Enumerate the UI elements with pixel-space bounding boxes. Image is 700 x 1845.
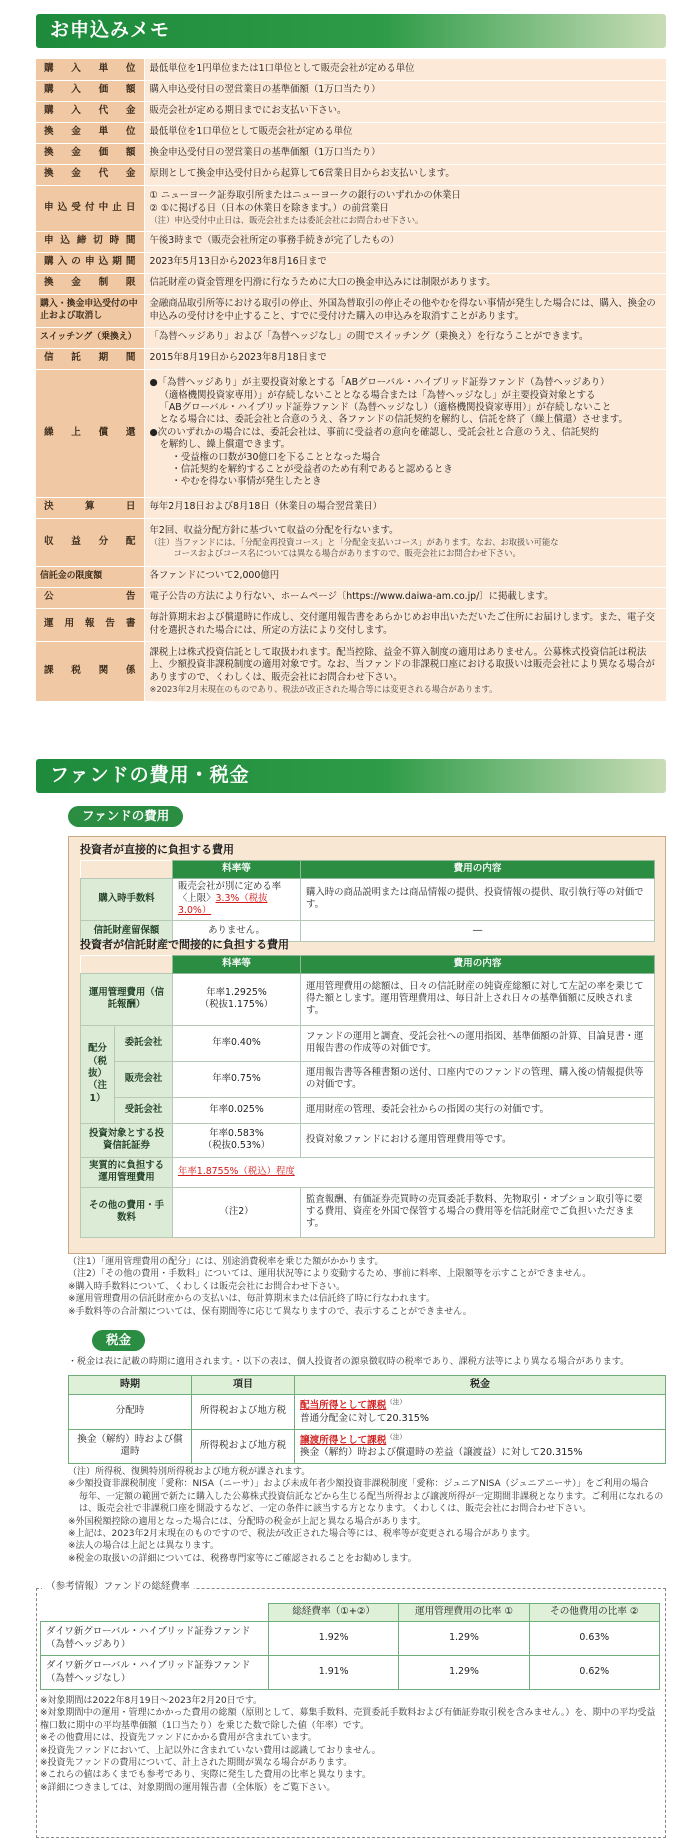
mgmt-rate-value: 年率1.2925%	[206, 986, 267, 998]
table-row	[81, 1061, 655, 1097]
fund-name-line: （為替ヘッジあり）	[46, 1638, 131, 1650]
tax-table	[68, 1375, 666, 1464]
memo-key: 信託金の限度額	[36, 566, 144, 587]
fee-note: ※手数料等の合計額については、保有期間等に応じて異なりますので、表示することができません。	[68, 1306, 472, 1317]
memo-value: 毎計算期末および償還時に作成し、交付運用報告書をあらかじめお申出いただいたご住所にお届けします。また、電子交付を選択された場合には、所定の方法により交付します。	[144, 608, 666, 641]
tax-item: 所得税および地方税	[192, 1395, 295, 1430]
tax-detail	[295, 1429, 666, 1464]
memo-key: 信託期間	[36, 348, 144, 369]
early-sub: ・やむを得ない事情が発生したとき	[171, 476, 322, 488]
tax-pill	[92, 1330, 145, 1351]
direct-title: 投資者が直接的に負担する費用	[80, 843, 234, 856]
target-content: 投資対象ファンドにおける運用管理費用等です。	[301, 1123, 655, 1157]
alloc-content: 運用財産の管理、委託会社からの指図の実行の対価です。	[301, 1097, 655, 1123]
reference-note: ※対象期間中の運用・管理にかかった費用の総額（原則として、募集手数料、売買委託手数料および有価証券取引税を含みません。）を、期中の平均受益権口数に期中の平均基準価額（1口当たり）を乗じた数で除した値（年率）です。	[40, 1708, 656, 1731]
table-row	[41, 1656, 660, 1690]
fees-pill	[68, 806, 183, 827]
fee-notes	[68, 1256, 668, 1318]
target-label: 投資対象とする投資信託証券	[81, 1123, 173, 1157]
memo-key: 購入・換金申込受付の中止および取消し	[36, 294, 144, 327]
target-rate-net: （税抜0.53%）	[202, 1140, 271, 1152]
reference-note: ※これらの値はあくまでも参考であり、実際に発生した費用の比率と異なります。	[40, 1770, 371, 1781]
total-ratio: 1.91%	[269, 1656, 399, 1690]
table-row	[81, 1157, 655, 1187]
header-time: 時期	[69, 1376, 192, 1395]
alloc-rate: 年率0.40%	[173, 1025, 301, 1061]
alloc-rate: 年率0.025%	[173, 1097, 301, 1123]
actual-rate: 年率1.8755%（税込）程度	[178, 1165, 295, 1177]
table-row	[69, 1429, 666, 1464]
tax-notes	[68, 1466, 668, 1565]
table-header	[69, 1376, 666, 1395]
memo-key: 収益分配	[36, 518, 144, 566]
memo-row	[36, 122, 666, 143]
buy-fee-cap-value: 3.3%（税抜3.0%）	[178, 893, 268, 917]
memo-value	[144, 369, 666, 497]
fees-banner	[36, 759, 666, 793]
memo-row	[36, 566, 666, 587]
memo-value	[144, 185, 666, 231]
table-row	[81, 1123, 655, 1157]
fund-name-line: （為替ヘッジなし）	[46, 1672, 131, 1684]
suspension-line: ② ①に掲げる日（日本の休業日を除きます。）の前営業日	[149, 202, 389, 214]
memo-key: 決算日	[36, 497, 144, 518]
memo-value: 各ファンドについて2,000億円	[144, 566, 666, 587]
other-ratio: 0.62%	[529, 1656, 659, 1690]
memo-key: 課税関係	[36, 641, 144, 701]
fund-name-line: ダイワ新グローバル・ハイブリッド証券ファンド	[46, 1660, 251, 1672]
tax-rate-text: 換金（解約）時および償還時の差益（譲渡益）に対して20.315%	[300, 1447, 583, 1459]
memo-row	[36, 497, 666, 518]
memo-value: 最低単位を1円単位または1口単位として販売会社が定める単位	[144, 59, 666, 80]
suspension-note: （注）申込受付中止日は、販売会社または委託会社にお問合わせ下さい。	[149, 214, 424, 225]
table-row	[81, 973, 655, 1025]
memo-key: 申込受付中止日	[36, 185, 144, 231]
reserve-label: 信託財産留保額	[81, 920, 173, 941]
reference-notes	[40, 1695, 660, 1794]
memo-banner	[36, 14, 666, 48]
tax-pill-label: 税金	[106, 1332, 132, 1347]
fund-name	[41, 1656, 269, 1690]
memo-value: 2023年5月13日から2023年8月16日まで	[144, 252, 666, 273]
memo-row	[36, 327, 666, 348]
alloc-content: ファンドの運用と調査、受託会社への運用指図、基準価額の計算、目論見書・運用報告書の作成等の対価です。	[301, 1025, 655, 1061]
tax-value: 課税上は株式投資信託として取扱われます。配当控除、益金不算入制度の適用はありません。公募株式投資信託は税法上、少額投資非課税制度の適用対象です。なお、当ファンドの非課税口座における取扱いは販売会社により異なる場合がありますので、くわしくは、販売会社にお問合わせ下さい。	[149, 646, 655, 683]
tax-note: 毎年、一定額の範囲で新たに購入した公募株式投資信託などから生じる配当所得および譲渡所得が一定期間非課税となります。ご利用になれるのは、販売会社で非課税口座を開設するなど、一定の条件に該当する方となります。くわしくは、販売会社にお問合わせ下さい。	[79, 1491, 664, 1515]
memo-row	[36, 80, 666, 101]
mgmt-label: 運用管理費用（信託報酬）	[81, 973, 173, 1025]
fee-note: ※運用管理費用の信託財産からの支払いは、毎計算期末または信託終了時に行なわれます。	[68, 1294, 435, 1305]
header-total: 総経費率（①+②）	[269, 1604, 399, 1622]
dist-note: コースおよびコース名については異なる場合がありますので、販売会社にお問合わせ下さい。	[173, 548, 521, 559]
memo-value: 原則として換金申込受付日から起算して6営業日目からお支払いします。	[144, 164, 666, 185]
tax-note: ※2023年2月末現在のものであり、税法が改正された場合等には変更される場合があります。	[149, 684, 498, 695]
memo-value: 午後3時まで（販売会社所定の事務手続きが完了したもの）	[144, 231, 666, 252]
memo-title: お申込みメモ	[50, 19, 171, 41]
memo-value: 購入申込受付日の翌営業日の基準価額（1万口当たり）	[144, 80, 666, 101]
header-rate: 料率等	[173, 956, 301, 974]
reference-note: ※投資先ファンドの費用について、計上された期間が異なる場合があります。	[40, 1758, 353, 1769]
table-header	[81, 956, 655, 974]
tax-note: ※税金の取扱いの詳細については、税務専門家等にご確認されることをお勧めします。	[68, 1553, 417, 1564]
early-sub: ・信託契約を解約することが受益者のため有利であると認めるとき	[171, 464, 453, 476]
alloc-rate: 年率0.75%	[173, 1061, 301, 1097]
memo-table	[36, 59, 666, 702]
memo-key: 申込締切時間	[36, 231, 144, 252]
alloc-content: 運用報告書等各種書類の送付、口座内でのファンドの管理、購入後の情報提供等の対価です。	[301, 1061, 655, 1097]
dist-value: 年2回、収益分配方針に基づいて収益の分配を行ないます。	[149, 524, 399, 536]
tax-note: ※上記は、2023年2月末現在のものですので、税法が改正された場合等には、税率等が変更される場合があります。	[68, 1529, 536, 1540]
memo-key: 購入の申込期間	[36, 252, 144, 273]
memo-value: 「為替ヘッジあり」および「為替ヘッジなし」の間でスイッチング（乗換え）を行なうことができます。	[144, 327, 666, 348]
table-row	[41, 1622, 660, 1656]
other-ratio: 0.63%	[529, 1622, 659, 1656]
memo-row	[36, 59, 666, 80]
direct-fee-table	[80, 860, 655, 942]
indirect-title: 投資者が信託財産で間接的に負担する費用	[80, 938, 289, 951]
tax-time: 分配時	[69, 1395, 192, 1430]
target-rate	[173, 1123, 301, 1157]
table-header	[81, 861, 655, 879]
fee-note: ※購入時手数料について、くわしくは販売会社にお問合わせ下さい。	[68, 1281, 346, 1292]
memo-row	[36, 348, 666, 369]
mgmt-content: 運用管理費用の総額は、日々の信託財産の純資産総額に対して左記の率を乗じて得た額とします。運用管理費用は、毎日計上され日々の基準価額に反映されます。	[301, 973, 655, 1025]
memo-row	[36, 608, 666, 641]
tax-intro: ・税金は表に記載の時期に適用されます。・以下の表は、個人投資者の源泉徴収時の税率であり、課税方法等により異なる場合があります。	[68, 1357, 630, 1367]
memo-key: 公告	[36, 587, 144, 608]
tax-detail	[295, 1395, 666, 1430]
alloc-label: 配分（税抜）（注1）	[81, 1025, 115, 1123]
fund-name-line: ダイワ新グローバル・ハイブリッド証券ファンド	[46, 1626, 251, 1638]
tax-time: 換金（解約）時および償還時	[69, 1429, 192, 1464]
tax-note: ※外国税額控除の適用となった場合には、分配時の税金が上記と異なる場合があります。	[68, 1516, 426, 1527]
other-rate: （注2）	[173, 1187, 301, 1237]
memo-value: 毎年2月18日および8月18日（休業日の場合翌営業日）	[144, 497, 666, 518]
total-ratio: 1.92%	[269, 1622, 399, 1656]
tax-note: ※法人の場合は上記とは異なります。	[68, 1541, 219, 1552]
buy-fee-rate	[173, 878, 301, 920]
memo-row	[36, 294, 666, 327]
tax-note: （注）所得税、復興特別所得税および地方税が課されます。	[68, 1467, 311, 1477]
mgmt-ratio: 1.29%	[399, 1656, 529, 1690]
table-header	[41, 1604, 660, 1622]
memo-key: 換金代金	[36, 164, 144, 185]
header-other: その他費用の比率 ②	[529, 1604, 659, 1622]
buy-fee-content: 購入時の商品説明または商品情報の提供、投資情報の提供、取引執行等の対価です。	[301, 878, 655, 920]
reference-note: ※対象期間は2022年8月19日〜2023年2月20日です。	[40, 1696, 262, 1706]
table-row	[81, 1025, 655, 1061]
memo-value	[144, 641, 666, 701]
memo-row	[36, 587, 666, 608]
memo-value: 金融商品取引所等における取引の停止、外国為替取引の停止その他やむを得ない事情が発生した場合には、購入、換金の申込みの受付けを中止すること、すでに受付けた購入の申込みを取消すことがあります。	[144, 294, 666, 327]
fee-note: （注2）「その他の費用・手数料」については、運用状況等により変動するため、事前に料率、上限額等を示すことができません。	[68, 1269, 592, 1280]
early-sub: ・受益権の口数が30億口を下ることとなった場合	[171, 451, 381, 463]
header-item: 項目	[192, 1376, 295, 1395]
memo-row	[36, 101, 666, 122]
early-line: （適格機関投資家専用）」が存続しないこととなる場合または「為替ヘッジなし」が主要投資対象とする	[159, 389, 596, 401]
actual-rate-cell	[173, 1157, 655, 1187]
memo-row	[36, 164, 666, 185]
memo-value: 販売会社が定める期日までにお支払い下さい。	[144, 101, 666, 122]
tax-note: ※少額投資非課税制度「愛称：NISA（ニーサ）」および未成年者少額投資非課税制度「愛称：ジュニアNISA（ジュニアニーサ）」をご利用の場合	[68, 1479, 649, 1490]
memo-value: 換金申込受付日の翌営業日の基準価額（1万口当たり）	[144, 143, 666, 164]
alloc-party: 委託会社	[115, 1025, 173, 1061]
tax-category: 譲渡所得として課税	[300, 1434, 387, 1446]
dist-note: （注）当ファンドには、「分配金再投資コース」と「分配金支払いコース」があります。なお、お取扱い可能な	[149, 537, 559, 548]
other-content: 監査報酬、有価証券売買時の売買委託手数料、先物取引・オプション取引等に要する費用、資産を外国で保管する場合の費用等を信託財産でご負担いただきます。	[301, 1187, 655, 1237]
memo-key: 運用報告書	[36, 608, 144, 641]
reference-note: ※詳細につきましては、対象期間の運用報告書（全体版）をご覧下さい。	[40, 1782, 336, 1793]
memo-row	[36, 273, 666, 294]
memo-row	[36, 231, 666, 252]
buy-fee-rate-text: 販売会社が別に定める率	[178, 880, 282, 892]
table-row	[81, 1187, 655, 1237]
memo-row	[36, 369, 666, 497]
reserve-rate: ありません。	[173, 920, 301, 941]
buy-fee-cap: 〈上限〉	[178, 893, 216, 905]
buy-fee-label: 購入時手数料	[81, 878, 173, 920]
header-content: 費用の内容	[301, 861, 655, 879]
reference-title: （参考情報）ファンドの総経費率	[42, 1581, 194, 1594]
memo-value: 信託財産の資金管理を円滑に行なうために大口の換金申込みには制限があります。	[144, 273, 666, 294]
memo-value: 電子公告の方法により行ない、ホームページ〔https://www.daiwa-am.co.jp/〕に掲載します。	[144, 587, 666, 608]
header-content: 費用の内容	[301, 956, 655, 974]
early-line: ●次のいずれかの場合には、委託会社は、事前に受益者の意向を確認し、受託会社と合意のうえ、信託契約	[149, 426, 599, 438]
alloc-party: 受託会社	[115, 1097, 173, 1123]
memo-key: 繰上償還	[36, 369, 144, 497]
header-blank	[41, 1604, 269, 1622]
tax-rate-text: 普通分配金に対して20.315%	[300, 1412, 430, 1424]
table-row	[69, 1395, 666, 1430]
fee-note: （注1）「運用管理費用の配分」には、別途消費税率を乗じた額がかかります。	[68, 1257, 384, 1267]
actual-label: 実質的に負担する運用管理費用	[81, 1157, 173, 1187]
indirect-fee-table	[80, 955, 655, 1238]
memo-row	[36, 143, 666, 164]
memo-value: 最低単位を1口単位として販売会社が定める単位	[144, 122, 666, 143]
memo-key: 購入単位	[36, 59, 144, 80]
mgmt-rate	[173, 973, 301, 1025]
fees-pill-label: ファンドの費用	[82, 808, 170, 823]
tax-category: 配当所得として課税	[300, 1400, 387, 1412]
memo-row	[36, 252, 666, 273]
early-line: 「ABグローバル・ハイブリッド証券ファンド（為替ヘッジなし）（適格機関投資家専用）」が存続しないこと	[159, 401, 612, 413]
memo-key: 換金制限	[36, 273, 144, 294]
memo-row	[36, 185, 666, 231]
tax-sup: （注）	[386, 1432, 406, 1441]
mgmt-ratio: 1.29%	[399, 1622, 529, 1656]
memo-row	[36, 518, 666, 566]
mgmt-rate-net: （税抜1.175%）	[199, 999, 274, 1011]
memo-key: 購入価額	[36, 80, 144, 101]
tax-item: 所得税および地方税	[192, 1429, 295, 1464]
early-line: となる場合には、委託会社と合意のうえ、各ファンドの信託契約を解約し、信託を終了（繰上償還）させます。	[159, 414, 628, 426]
memo-key: スイッチング（乗換え）	[36, 327, 144, 348]
table-row	[81, 1097, 655, 1123]
header-rate: 料率等	[173, 861, 301, 879]
memo-key: 購入代金	[36, 101, 144, 122]
reference-note: ※その他費用には、投資先ファンドにかかる費用が含まれています。	[40, 1733, 317, 1744]
memo-value: 2015年8月19日から2023年8月18日まで	[144, 348, 666, 369]
memo-value	[144, 518, 666, 566]
reserve-content: ―	[301, 920, 655, 941]
fees-title: ファンドの費用・税金	[50, 764, 250, 786]
suspension-line: ① ニューヨーク証券取引所またはニューヨークの銀行のいずれかの休業日	[149, 190, 461, 202]
tax-sup: （注）	[386, 1398, 406, 1406]
header-mgmt: 運用管理費用の比率 ①	[399, 1604, 529, 1622]
memo-row	[36, 641, 666, 701]
target-rate-value: 年率0.583%	[209, 1127, 264, 1139]
early-line: ●「為替ヘッジあり」が主要投資対象とする「ABグローバル・ハイブリッド証券ファンド（為替ヘッジあり）	[149, 377, 610, 389]
early-line: を解約し、繰上償還できます。	[159, 439, 291, 451]
fund-name	[41, 1622, 269, 1656]
header-blank	[81, 861, 173, 879]
header-tax: 税金	[295, 1376, 666, 1395]
other-label: その他の費用・手数料	[81, 1187, 173, 1237]
header-blank	[81, 956, 173, 974]
memo-key: 換金単位	[36, 122, 144, 143]
alloc-party: 販売会社	[115, 1061, 173, 1097]
memo-key: 換金価額	[36, 143, 144, 164]
reference-table	[40, 1603, 660, 1690]
table-row	[81, 878, 655, 920]
reference-note: ※投資先ファンドにおいて、上記以外に含まれていない費用は認識しておりません。	[40, 1745, 381, 1756]
